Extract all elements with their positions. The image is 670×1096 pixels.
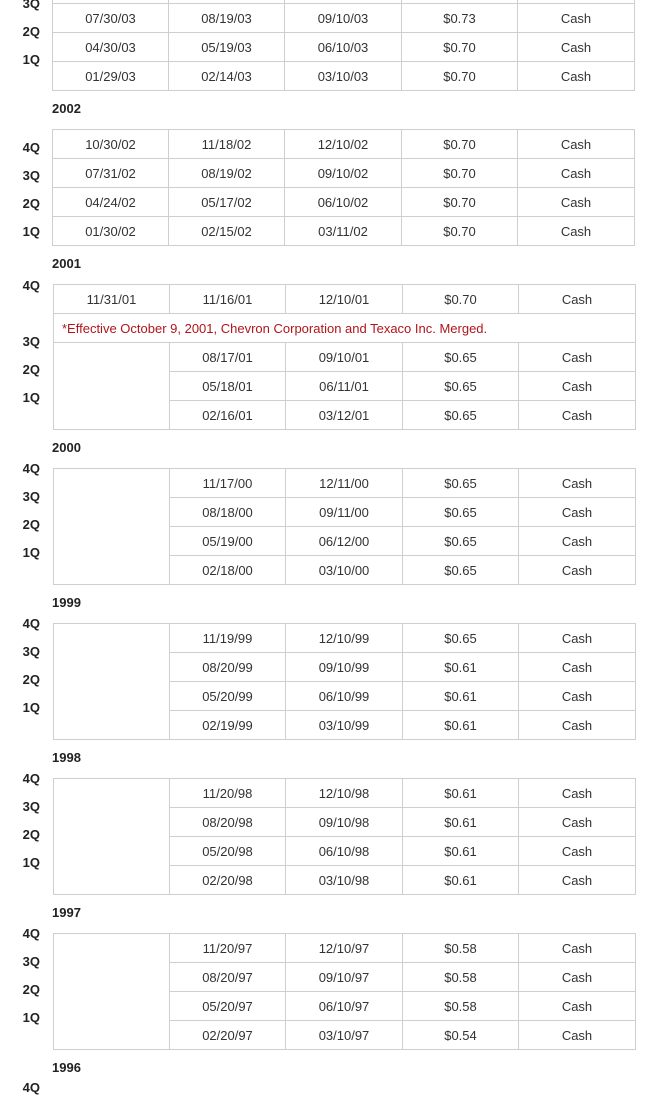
dividend-table-1997 bbox=[53, 933, 636, 1050]
record-date: 08/19/02 bbox=[169, 159, 285, 188]
payment-date: 06/10/03 bbox=[285, 33, 402, 62]
dividend-amount: $0.65 bbox=[403, 527, 519, 556]
table-row bbox=[53, 4, 635, 33]
table-row bbox=[54, 285, 636, 314]
record-date: 11/20/98 bbox=[170, 779, 286, 808]
payment-date: 12/10/01 bbox=[286, 285, 403, 314]
quarter-label: 1Q bbox=[22, 224, 40, 239]
quarter-label: 2Q bbox=[22, 24, 40, 39]
quarter-label: 3Q bbox=[22, 489, 40, 504]
merger-note: *Effective October 9, 2001, Chevron Corporation and Texaco Inc. Merged. bbox=[54, 314, 636, 343]
table-row bbox=[54, 934, 636, 963]
year-heading: 1996 bbox=[52, 1060, 81, 1075]
quarter-label: 2Q bbox=[22, 982, 40, 997]
dividend-amount: $0.65 bbox=[403, 469, 519, 498]
payment-date: 09/10/97 bbox=[286, 963, 403, 992]
declaration-date: 04/24/02 bbox=[53, 188, 169, 217]
dividend-amount: $0.61 bbox=[403, 711, 519, 740]
quarter-label: 1Q bbox=[22, 545, 40, 560]
declaration-date: 04/30/03 bbox=[53, 33, 169, 62]
quarter-label: 3Q bbox=[22, 168, 40, 183]
payment-type: Cash bbox=[518, 188, 635, 217]
record-date: 02/18/00 bbox=[170, 556, 286, 585]
payment-type: Cash bbox=[519, 779, 636, 808]
quarter-label: 2Q bbox=[22, 517, 40, 532]
payment-type: Cash bbox=[519, 1021, 636, 1050]
payment-type: Cash bbox=[519, 963, 636, 992]
dividend-amount: $0.70 bbox=[402, 33, 518, 62]
record-date: 11/16/01 bbox=[170, 285, 286, 314]
record-date: 02/20/98 bbox=[170, 866, 286, 895]
dividend-amount: $0.70 bbox=[402, 217, 518, 246]
payment-date: 03/10/99 bbox=[286, 711, 403, 740]
year-heading: 2000 bbox=[52, 440, 81, 455]
quarter-label: 2Q bbox=[22, 672, 40, 687]
record-date: 05/19/03 bbox=[169, 33, 285, 62]
payment-type: Cash bbox=[519, 711, 636, 740]
dividend-amount: $0.70 bbox=[403, 285, 519, 314]
payment-type: Cash bbox=[518, 33, 635, 62]
merger-note-row bbox=[54, 314, 636, 343]
payment-type: Cash bbox=[518, 4, 635, 33]
year-heading: 1997 bbox=[52, 905, 81, 920]
payment-type: Cash bbox=[519, 469, 636, 498]
quarter-label: 4Q bbox=[22, 771, 40, 786]
payment-date: 09/11/00 bbox=[286, 498, 403, 527]
empty-declaration-cell bbox=[54, 343, 170, 430]
quarter-label: 4Q bbox=[22, 616, 40, 631]
dividend-amount: $0.73 bbox=[402, 4, 518, 33]
payment-date: 03/10/03 bbox=[285, 62, 402, 91]
record-date: 05/17/02 bbox=[169, 188, 285, 217]
dividend-amount: $0.58 bbox=[403, 934, 519, 963]
dividend-amount: $0.65 bbox=[403, 343, 519, 372]
table-row bbox=[53, 217, 635, 246]
payment-date: 12/10/98 bbox=[286, 779, 403, 808]
table-row bbox=[54, 624, 636, 653]
payment-date: 06/10/02 bbox=[285, 188, 402, 217]
record-date: 02/16/01 bbox=[170, 401, 286, 430]
dividend-amount: $0.61 bbox=[403, 682, 519, 711]
record-date: 08/17/01 bbox=[170, 343, 286, 372]
declaration-date: 10/30/02 bbox=[53, 130, 169, 159]
payment-date: 12/11/00 bbox=[286, 469, 403, 498]
dividend-table-1999 bbox=[53, 623, 636, 740]
table-row bbox=[54, 469, 636, 498]
empty-declaration-cell bbox=[54, 624, 170, 740]
quarter-label: 3Q bbox=[22, 954, 40, 969]
dividend-amount: $0.65 bbox=[403, 624, 519, 653]
dividend-table-2003 bbox=[52, 0, 635, 91]
table-row bbox=[54, 779, 636, 808]
payment-date: 09/10/01 bbox=[286, 343, 403, 372]
empty-declaration-cell bbox=[54, 779, 170, 895]
payment-date: 06/10/99 bbox=[286, 682, 403, 711]
year-heading: 1999 bbox=[52, 595, 81, 610]
quarter-label: 2Q bbox=[22, 827, 40, 842]
table-row bbox=[53, 159, 635, 188]
payment-date: 09/10/98 bbox=[286, 808, 403, 837]
declaration-date: 07/30/03 bbox=[53, 4, 169, 33]
declaration-date: 01/29/03 bbox=[53, 62, 169, 91]
table-row bbox=[53, 130, 635, 159]
record-date: 05/19/00 bbox=[170, 527, 286, 556]
payment-date: 03/10/98 bbox=[286, 866, 403, 895]
quarter-label: 3Q bbox=[22, 644, 40, 659]
payment-type: Cash bbox=[519, 372, 636, 401]
table-row bbox=[54, 343, 636, 372]
payment-date: 09/10/99 bbox=[286, 653, 403, 682]
year-heading: 2002 bbox=[52, 101, 81, 116]
quarter-label: 1Q bbox=[22, 700, 40, 715]
payment-date: 06/12/00 bbox=[286, 527, 403, 556]
dividend-amount: $0.61 bbox=[403, 808, 519, 837]
payment-type: Cash bbox=[519, 653, 636, 682]
payment-type: Cash bbox=[519, 285, 636, 314]
record-date: 08/19/03 bbox=[169, 4, 285, 33]
payment-type: Cash bbox=[519, 682, 636, 711]
record-date: 05/20/99 bbox=[170, 682, 286, 711]
quarter-label: 3Q bbox=[22, 799, 40, 814]
payment-type: Cash bbox=[518, 217, 635, 246]
quarter-label: 1Q bbox=[22, 390, 40, 405]
quarter-label: 4Q bbox=[22, 926, 40, 941]
dividend-amount: $0.61 bbox=[403, 866, 519, 895]
year-heading: 2001 bbox=[52, 256, 81, 271]
dividend-amount: $0.70 bbox=[402, 130, 518, 159]
payment-type: Cash bbox=[519, 624, 636, 653]
payment-date: 06/11/01 bbox=[286, 372, 403, 401]
payment-date: 06/10/97 bbox=[286, 992, 403, 1021]
payment-type: Cash bbox=[518, 159, 635, 188]
record-date: 08/20/99 bbox=[170, 653, 286, 682]
dividend-table-2002 bbox=[52, 129, 635, 246]
table-row bbox=[53, 62, 635, 91]
dividend-amount: $0.58 bbox=[403, 992, 519, 1021]
payment-type: Cash bbox=[519, 556, 636, 585]
empty-declaration-cell bbox=[54, 934, 170, 1050]
quarter-label: 3Q bbox=[22, 334, 40, 349]
dividend-amount: $0.61 bbox=[403, 653, 519, 682]
record-date: 02/19/99 bbox=[170, 711, 286, 740]
dividend-table-2001 bbox=[53, 284, 636, 430]
dividend-amount: $0.65 bbox=[403, 372, 519, 401]
payment-date: 09/10/03 bbox=[285, 4, 402, 33]
record-date: 02/15/02 bbox=[169, 217, 285, 246]
payment-date: 06/10/98 bbox=[286, 837, 403, 866]
record-date: 05/20/98 bbox=[170, 837, 286, 866]
quarter-label: 4Q bbox=[22, 1080, 40, 1095]
payment-type: Cash bbox=[519, 934, 636, 963]
payment-date: 12/10/02 bbox=[285, 130, 402, 159]
record-date: 11/20/97 bbox=[170, 934, 286, 963]
dividend-amount: $0.70 bbox=[402, 62, 518, 91]
payment-type: Cash bbox=[518, 62, 635, 91]
dividend-amount: $0.61 bbox=[403, 837, 519, 866]
quarter-label: 1Q bbox=[22, 1010, 40, 1025]
quarter-label: 2Q bbox=[22, 196, 40, 211]
payment-date: 03/10/97 bbox=[286, 1021, 403, 1050]
record-date: 08/20/97 bbox=[170, 963, 286, 992]
empty-declaration-cell bbox=[54, 469, 170, 585]
record-date: 08/20/98 bbox=[170, 808, 286, 837]
declaration-date: 01/30/02 bbox=[53, 217, 169, 246]
record-date: 02/14/03 bbox=[169, 62, 285, 91]
quarter-label: 1Q bbox=[22, 855, 40, 870]
table-row bbox=[53, 33, 635, 62]
payment-date: 09/10/02 bbox=[285, 159, 402, 188]
dividend-amount: $0.65 bbox=[403, 498, 519, 527]
year-heading: 1998 bbox=[52, 750, 81, 765]
payment-type: Cash bbox=[519, 808, 636, 837]
payment-type: Cash bbox=[519, 866, 636, 895]
payment-date: 12/10/99 bbox=[286, 624, 403, 653]
dividend-amount: $0.61 bbox=[403, 779, 519, 808]
quarter-label: 1Q bbox=[22, 52, 40, 67]
dividend-table-1998 bbox=[53, 778, 636, 895]
record-date: 05/18/01 bbox=[170, 372, 286, 401]
record-date: 05/20/97 bbox=[170, 992, 286, 1021]
record-date: 11/17/00 bbox=[170, 469, 286, 498]
payment-date: 03/12/01 bbox=[286, 401, 403, 430]
dividend-amount: $0.54 bbox=[403, 1021, 519, 1050]
quarter-label: 4Q bbox=[22, 140, 40, 155]
dividend-amount: $0.65 bbox=[403, 556, 519, 585]
quarter-label: 4Q bbox=[22, 461, 40, 476]
payment-type: Cash bbox=[519, 401, 636, 430]
payment-type: Cash bbox=[519, 837, 636, 866]
payment-type: Cash bbox=[519, 498, 636, 527]
quarter-label: 3Q bbox=[22, 0, 40, 11]
payment-date: 03/11/02 bbox=[285, 217, 402, 246]
dividend-amount: $0.65 bbox=[403, 401, 519, 430]
payment-date: 12/10/97 bbox=[286, 934, 403, 963]
payment-type: Cash bbox=[518, 130, 635, 159]
declaration-date: 07/31/02 bbox=[53, 159, 169, 188]
payment-date: 03/10/00 bbox=[286, 556, 403, 585]
record-date: 11/18/02 bbox=[169, 130, 285, 159]
record-date: 02/20/97 bbox=[170, 1021, 286, 1050]
dividend-amount: $0.70 bbox=[402, 188, 518, 217]
table-row bbox=[53, 188, 635, 217]
payment-type: Cash bbox=[519, 343, 636, 372]
declaration-date: 11/31/01 bbox=[54, 285, 170, 314]
payment-type: Cash bbox=[519, 527, 636, 556]
quarter-label: 4Q bbox=[22, 278, 40, 293]
payment-type: Cash bbox=[519, 992, 636, 1021]
quarter-label: 2Q bbox=[22, 362, 40, 377]
dividend-amount: $0.58 bbox=[403, 963, 519, 992]
dividend-amount: $0.70 bbox=[402, 159, 518, 188]
record-date: 08/18/00 bbox=[170, 498, 286, 527]
dividend-table-2000 bbox=[53, 468, 636, 585]
record-date: 11/19/99 bbox=[170, 624, 286, 653]
